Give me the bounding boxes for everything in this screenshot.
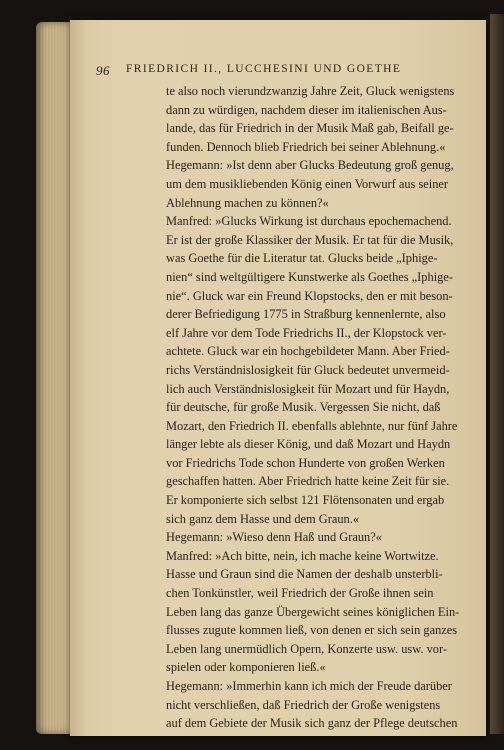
text-line: auf dem Gebiete der Musik sich ganz der Pflege deutschen (166, 716, 458, 731)
text-line: vor Friedrichs Tode schon Hunderte von großen Werken (166, 455, 445, 470)
text-line: derer Befriedigung 1775 in Straßburg kennenlernte, also (166, 307, 446, 322)
text-line: funden. Dennoch blieb Friedrich bei seiner Ablehnung.« (166, 139, 446, 154)
text-line: lich auch Verständnislosigkeit für Mozart und für Haydn, (166, 381, 450, 396)
text-line: was Goethe für die Literatur tat. Glucks beide „Iphige- (166, 251, 438, 266)
text-line: Er komponierte sich selbst 121 Flötensonaten und ergab (166, 493, 445, 508)
text-line: Hasse und Graun sind die Namen der deshalb unsterbli- (166, 567, 443, 582)
text-line: achtete. Gluck war ein hochgebildeter Mann. Aber Fried- (166, 344, 450, 359)
text-line: Mozart, den Friedrich II. ebenfalls ablehnte, nur fünf Jahre (166, 418, 458, 433)
page-number: 96 (96, 63, 110, 78)
text-line: Manfred: »Glucks Wirkung ist durchaus epochemachend. (166, 214, 452, 229)
text-line: te also noch vierundzwanzig Jahre Zeit, Gluck wenigstens (166, 84, 455, 98)
text-line: richs Verständnislosigkeit für Gluck bedeutet unvermeid- (166, 362, 450, 377)
text-line: Ablehnung machen zu können?« (166, 195, 329, 210)
text-line: geschaffen hatten. Aber Friedrich hatte keine Zeit für sie. (166, 474, 450, 489)
text-line: Hegemann: »Wieso denn Haß und Graun?« (166, 530, 382, 545)
text-line: nie“. Gluck war ein Freund Klopstocks, den er mit beson- (166, 288, 453, 303)
body-text (166, 82, 460, 733)
text-line: Leben lang das ganze Übergewicht seines königlichen Ein- (166, 604, 460, 619)
text-line: spielen oder komponieren ließ.« (166, 660, 326, 675)
text-line: Hegemann: »Ist denn aber Glucks Bedeutung groß genug, (166, 158, 454, 173)
text-line: Leben lang unermüdlich Opern, Konzerte usw. usw. vor- (166, 641, 447, 656)
running-title: FRIEDRICH II., LUCCHESINI UND GOETHE (126, 63, 402, 75)
text-line: flusses zugute kommen ließ, von denen er sich sein ganzes (166, 623, 458, 638)
book-cover-edge (490, 14, 504, 734)
page-header (96, 60, 456, 82)
text-line: nien“ sind weltgültigere Kunstwerke als Goethes „Iphige- (166, 269, 453, 284)
text-line: länger lebte als dieser König, und daß Mozart und Haydn (166, 437, 451, 452)
text-line: für deutsche, für große Musik. Vergessen Sie nicht, daß (166, 400, 441, 415)
text-line: nicht verschließen, daß Friedrich der Große wenigstens (166, 697, 441, 712)
text-line: um dem musikliebenden König einen Vorwurf aus seiner (166, 176, 449, 191)
text-line: chen Tonkünstler, weil Friedrich der Große ihnen sein (166, 586, 434, 601)
text-line: elf Jahre vor dem Tode Friedrichs II., der Klopstock ver- (166, 325, 447, 340)
text-line: lande, das für Friedrich in der Musik Maß gab, Beifall ge- (166, 121, 454, 136)
text-line: Er ist der große Klassiker der Musik. Er tat für die Musik, (166, 232, 454, 247)
text-line: Manfred: »Ach bitte, nein, ich mache keine Wortwitze. (166, 548, 439, 563)
text-line: Hegemann: »Immerhin kann ich mich der Freude darüber (166, 679, 452, 693)
text-line: sich ganz dem Hasse und dem Graun.« (166, 511, 360, 526)
text-line: dann zu würdigen, nachdem dieser im italienischen Aus- (166, 102, 447, 117)
